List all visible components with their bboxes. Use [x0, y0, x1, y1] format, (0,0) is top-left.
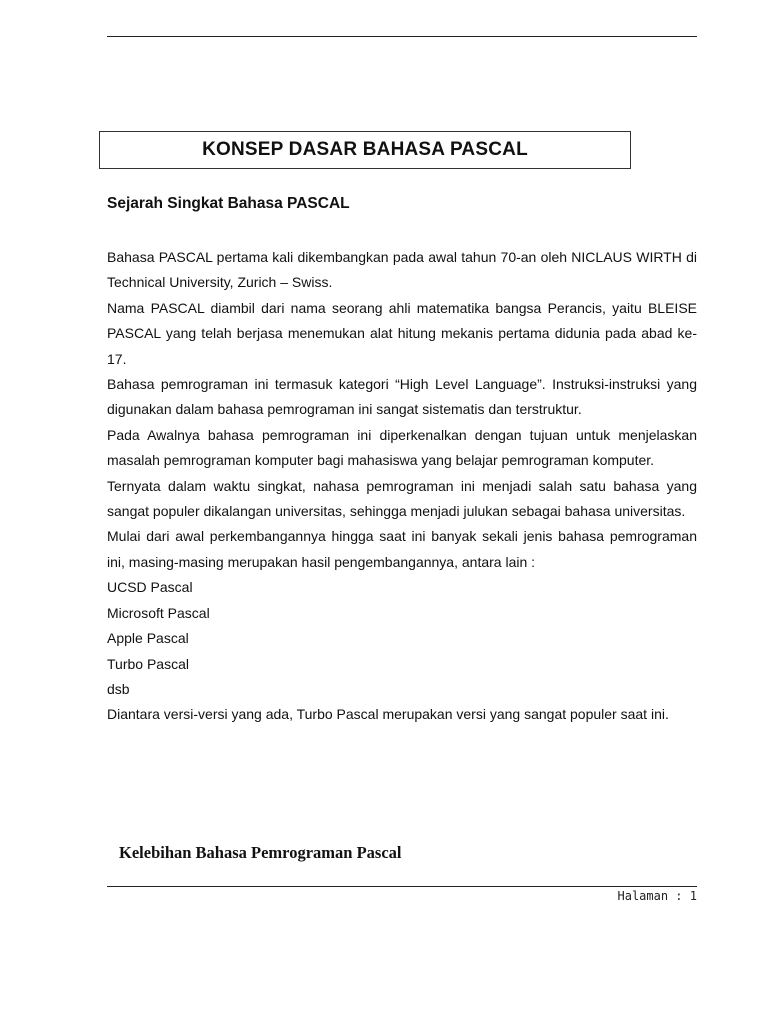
document-title-box — [99, 131, 631, 169]
next-section-heading: Kelebihan Bahasa Pemrograman Pascal — [119, 843, 402, 862]
paragraph: Nama PASCAL diambil dari nama seorang ahli matematika bangsa Perancis, yaitu BLEISE PASCAL yang telah berjasa menemukan alat hitung mekanis pertama didunia pada abad ke-17. — [107, 299, 697, 367]
list-item: Microsoft Pascal — [107, 604, 210, 621]
paragraph: Mulai dari awal perkembangannya hingga saat ini banyak sekali jenis bahasa pemrograman ini, masing-masing merupakan hasil pengembangannya, antara lain : — [107, 528, 697, 570]
section-heading: Sejarah Singkat Bahasa PASCAL — [107, 195, 350, 212]
version-list — [107, 575, 697, 702]
header-rule — [107, 36, 697, 37]
page-footer — [618, 889, 698, 903]
page-number: 1 — [689, 889, 697, 903]
closing-paragraph: Diantara versi-versi yang ada, Turbo Pascal merupakan versi yang sangat populer saat ini. — [107, 706, 669, 723]
list-item: dsb — [107, 680, 130, 697]
list-item: Turbo Pascal — [107, 655, 189, 672]
footer-rule — [107, 886, 697, 887]
paragraph: Pada Awalnya bahasa pemrograman ini diperkenalkan dengan tujuan untuk menjelaskan masalah pemrograman komputer bagi mahasiswa yang belajar pemrograman komputer. — [107, 426, 697, 469]
paragraph: Ternyata dalam waktu singkat, nahasa pemrograman ini menjadi salah satu bahasa yang sangat populer dikalangan universitas, sehingga menjadi julukan sebagai bahasa universitas. — [107, 477, 697, 520]
body-text — [107, 245, 697, 728]
paragraph: Bahasa PASCAL pertama kali dikembangkan pada awal tahun 70-an oleh NICLAUS WIRTH di Technical University, Zurich – Swiss. — [107, 249, 697, 291]
list-item: UCSD Pascal — [107, 579, 193, 596]
document-title: KONSEP DASAR BAHASA PASCAL — [202, 139, 528, 160]
list-item: Apple Pascal — [107, 630, 189, 647]
paragraph: Bahasa pemrograman ini termasuk kategori “High Level Language”. Instruksi-instruksi yang digunakan dalam bahasa pemrograman ini sangat sistematis dan terstruktur. — [107, 376, 697, 418]
page-label: Halaman : — [617, 889, 683, 903]
